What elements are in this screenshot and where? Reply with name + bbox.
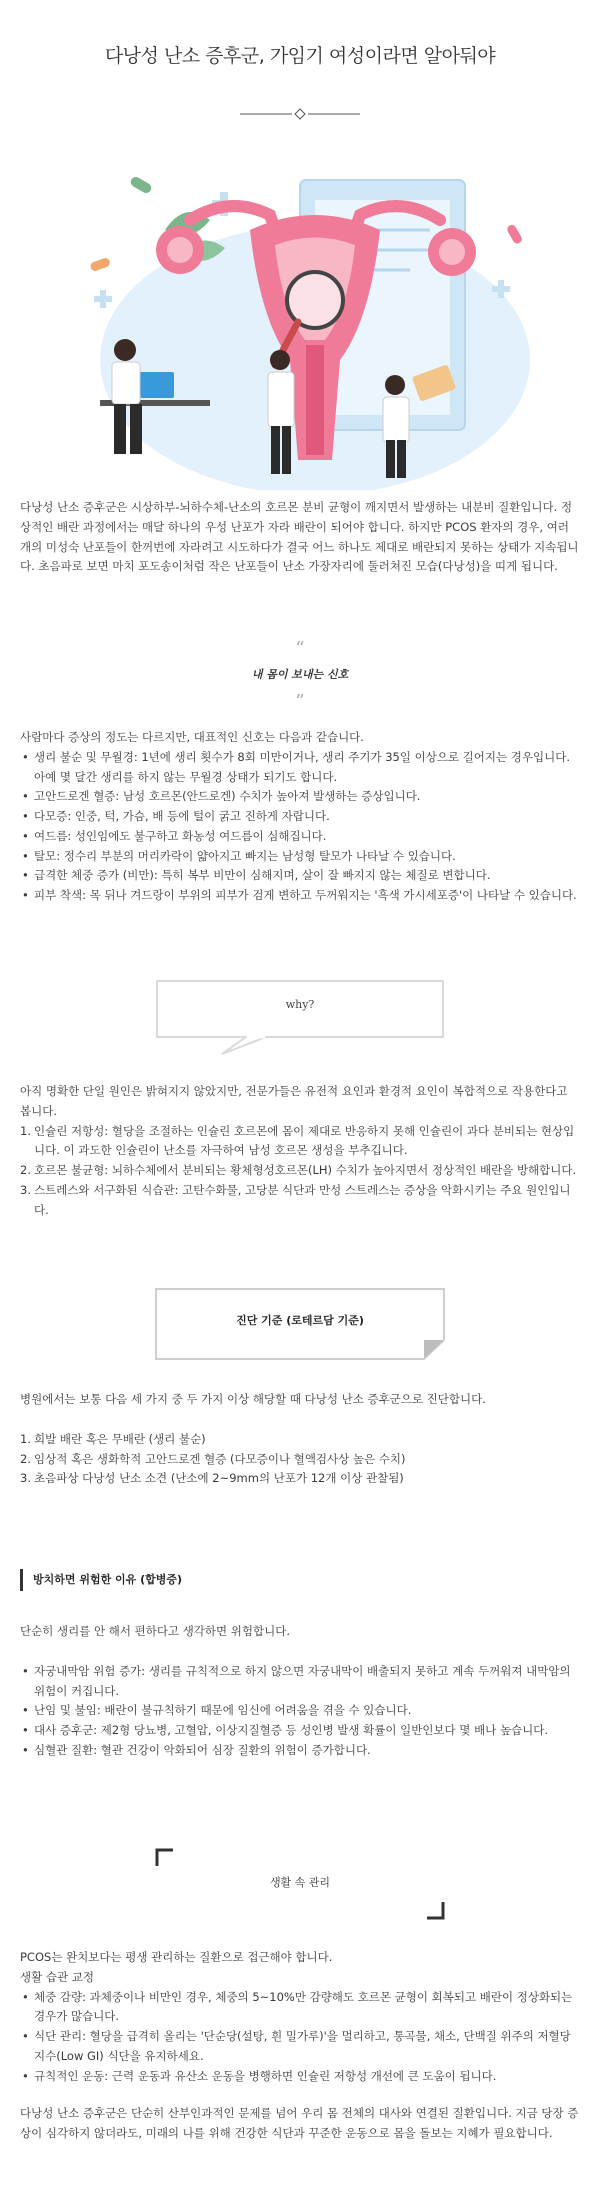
- list-item: 2. 임상적 혹은 생화학적 고안드로겐 혈증 (다모증이나 혈액검사상 높은 수치): [20, 1451, 406, 1466]
- quote-open-mark: “: [295, 638, 305, 659]
- list-item: • 급격한 체중 증가 (비만): 특히 복부 비만이 심해지며, 살이 잘 빠지지 않는 체질로 변합니다.: [20, 866, 580, 886]
- closing-paragraph: 다낭성 난소 증후군은 단순히 산부인과적인 문제를 넘어 우리 몸 전체의 대사와 연결된 질환입니다. 지금 당장 증상이 심각하지 않더라도, 미래의 나를 위해 건강한 식단과 꾸준한 운동으로 몸을 돌보는 지혜가 필요합니다.: [20, 2106, 579, 2141]
- lifestyle-subhead: 생활 습관 교정: [20, 1969, 94, 1984]
- signals-list: [20, 748, 580, 906]
- why-section: [20, 1082, 580, 1220]
- why-label: why?: [285, 998, 315, 1011]
- why-lead: 아직 명확한 단일 원인은 밝혀지지 않았지만, 전문가들은 유전적 요인과 환경적 요인이 복합적으로 작용한다고 봅니다.: [20, 1084, 568, 1118]
- list-item: • 다모증: 인중, 턱, 가슴, 배 등에 털이 굵고 진하게 자랍니다.: [20, 807, 580, 827]
- list-item: 2. 호르몬 불균형: 뇌하수체에서 분비되는 황체형성호르몬(LH) 수치가 높아지면서 정상적인 배란을 방해합니다.: [20, 1163, 577, 1178]
- list-item: • 대사 증후군: 제2형 당뇨병, 고혈압, 이상지질혈증 등 성인병 발생 확률이 일반인보다 몇 배나 높습니다.: [20, 1721, 580, 1741]
- why-speech-bubble: [156, 980, 444, 1056]
- lifestyle-list: [20, 1988, 580, 2087]
- list-item: • 자궁내막암 위험 증가: 생리를 규칙적으로 하지 않으면 자궁내막이 배출되지 못하고 계속 두꺼워져 내막암의 위험이 커집니다.: [20, 1662, 580, 1702]
- lifestyle-lead: PCOS는 완치보다는 평생 관리하는 질환으로 접근해야 합니다.: [20, 1950, 333, 1964]
- list-item: • 규칙적인 운동: 근력 운동과 유산소 운동을 병행하면 인슐린 저항성 개선에 큰 도움이 됩니다.: [20, 2067, 580, 2087]
- why-list: [20, 1122, 580, 1221]
- list-item: • 난임 및 불임: 배란이 불규칙하기 때문에 임신에 어려움을 겪을 수 있습니다.: [20, 1701, 580, 1721]
- page-title: 다낭성 난소 증후군, 가임기 여성이라면 알아둬야: [104, 45, 496, 67]
- list-item: • 고안드로겐 혈증: 남성 호르몬(안드로겐) 수치가 높아져 발생하는 증상입니다.: [20, 787, 580, 807]
- title-divider: [240, 108, 360, 120]
- signals-quote: [0, 640, 600, 711]
- list-item: 3. 초음파상 다낭성 난소 소견 (난소에 2~9mm의 난포가 12개 이상 관찰됨): [20, 1471, 404, 1486]
- uterus-illustration: [70, 160, 550, 490]
- diagnosis-list: [20, 1430, 580, 1489]
- list-item: • 식단 관리: 혈당을 급격히 올리는 '단순당(설탕, 흰 밀가루)'을 멀리하고, 통곡물, 채소, 단백질 위주의 저혈당 지수(Low GI) 식단을 유지하세요.: [20, 2027, 580, 2067]
- list-item: 1. 희발 배란 혹은 무배란 (생리 불순): [20, 1431, 206, 1446]
- quote-close-mark: ”: [295, 690, 305, 712]
- risks-section: [20, 1622, 580, 1761]
- list-item: • 탈모: 정수리 부분의 머리카락이 얇아지고 빠지는 남성형 탈모가 나타날 수 있습니다.: [20, 847, 580, 867]
- risks-lead: 단순히 생리를 안 해서 편하다고 생각하면 위험합니다.: [20, 1624, 290, 1638]
- list-item: 3. 스트레스와 서구화된 식습관: 고탄수화물, 고당분 식단과 만성 스트레스는 증상을 악화시키는 주요 원인입니다.: [20, 1182, 571, 1217]
- lifestyle-section: [20, 1948, 580, 2144]
- risks-heading: 방치하면 위험한 이유 (합병증): [20, 1569, 182, 1591]
- list-item: • 생리 불순 및 무월경: 1년에 생리 횟수가 8회 미만이거나, 생리 주기가 35일 이상으로 길어지는 경우입니다. 아예 몇 달간 생리를 하지 않는 무월경 상태가 되기도 합니다.: [20, 748, 580, 788]
- signals-heading: 내 몸이 보내는 신호: [251, 668, 349, 681]
- list-item: • 체중 감량: 과체중이나 비만인 경우, 체중의 5~10%만 감량해도 호르몬 균형이 회복되고 배란이 정상화되는 경우가 많습니다.: [20, 1988, 580, 2028]
- list-item: • 심혈관 질환: 혈관 건강이 악화되어 심장 질환의 위험이 증가합니다.: [20, 1741, 580, 1761]
- signals-section: [20, 728, 580, 906]
- list-item: • 피부 착색: 목 뒤나 겨드랑이 부위의 피부가 검게 변하고 두꺼워지는 '흑색 가시세포증'이 나타날 수 있습니다.: [20, 886, 580, 906]
- list-item: • 여드름: 성인임에도 불구하고 화농성 여드름이 심해집니다.: [20, 827, 580, 847]
- diagnosis-lead: 병원에서는 보통 다음 세 가지 중 두 가지 이상 해당할 때 다낭성 난소 증후군으로 진단합니다.: [20, 1392, 486, 1406]
- diagnosis-label: 진단 기준 (로테르담 기준): [236, 1314, 364, 1327]
- risks-list: [20, 1662, 580, 1761]
- signals-lead: 사람마다 증상의 정도는 다르지만, 대표적인 신호는 다음과 같습니다.: [20, 730, 364, 744]
- intro-text: 다낭성 난소 증후군은 시상하부-뇌하수체-난소의 호르몬 분비 균형이 깨지면서 발생하는 내분비 질환입니다. 정상적인 배란 과정에서는 매달 하나의 우성 난포가 자라 배란이 되어야 합니다. 하지만 PCOS 환자의 경우, 여러 개의 미성숙 난포들이 한꺼번에 자라려고 시도하다가 결국 어느 하나도 제대로 배란되지 못하는 상태가 지속됩니다. 초음파로 보면 마치 포도송이처럼 작은 난포들이 난소 가장자리에 둘러쳐진 모습(다낭성)을 띠게 됩니다.: [20, 500, 579, 574]
- list-item: 1. 인슐린 저항성: 혈당을 조절하는 인슐린 호르몬에 몸이 제대로 반응하지 못해 인슐린이 과다 분비되는 현상입니다. 이 과도한 인슐린이 난소를 자극하여 남성 호르몬 생성을 부추깁니다.: [20, 1123, 575, 1158]
- intro-paragraph: [20, 498, 580, 577]
- lifestyle-label: 생활 속 관리: [269, 1876, 331, 1889]
- diagnosis-section: [20, 1390, 580, 1489]
